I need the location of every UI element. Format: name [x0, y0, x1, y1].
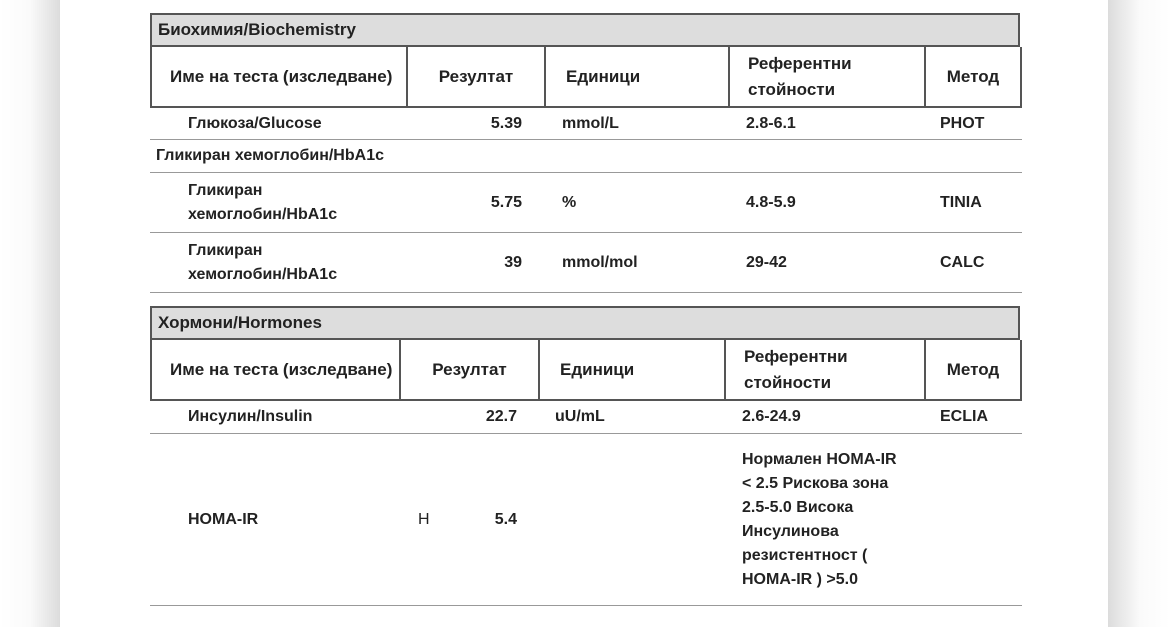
test-reference: Нормален HOMA-IR < 2.5 Рискова зона 2.5-5.0 Висока Инсулинова резистентност ( HOMA-IR ) >5.0: [742, 450, 897, 588]
test-units: %: [562, 193, 577, 211]
header-units: Единици: [540, 340, 726, 399]
header-units: Единици: [546, 47, 730, 106]
header-reference: Референтни стойности: [730, 47, 926, 106]
test-flag: H: [418, 510, 430, 528]
test-units: uU/mL: [555, 408, 605, 425]
header-test-name: Име на теста (изследване): [152, 47, 408, 106]
test-method: CALC: [940, 253, 985, 271]
section-title-biochemistry: Биохимия/Biochemistry: [150, 13, 1020, 47]
test-reference: 2.6-24.9: [742, 408, 801, 425]
header-method: Метод: [946, 359, 1000, 379]
test-name: Глюкоза/Glucose: [188, 114, 322, 132]
test-result: 5.75: [490, 193, 522, 211]
table-row: [150, 173, 1022, 233]
test-units: mmol/mol: [562, 253, 638, 271]
table-row: [150, 401, 1022, 434]
hormones-column-headers: [150, 340, 1022, 401]
test-name: HOMA-IR: [188, 510, 259, 528]
test-name: Инсулин/Insulin: [188, 408, 313, 425]
biochemistry-column-headers: [150, 47, 1022, 108]
header-reference: Референтни стойности: [726, 340, 926, 399]
page-shadow-right: [1108, 0, 1170, 627]
header-test-name: Име на теста (изследване): [152, 340, 401, 399]
test-method: PHOT: [940, 114, 985, 132]
table-row: [150, 108, 1022, 140]
header-result: Резултат: [401, 340, 540, 399]
test-reference: 29-42: [746, 253, 787, 271]
section-title-hormones: Хормони/Hormones: [150, 306, 1020, 340]
page-shadow-left: [0, 0, 60, 627]
table-row: [150, 233, 1022, 293]
test-method: TINIA: [940, 193, 982, 211]
test-result: 5.4: [494, 510, 517, 528]
test-reference: 2.8-6.1: [746, 114, 796, 132]
table-row: [150, 434, 1022, 606]
test-name: Гликиран хемоглобин/HbA1c: [188, 181, 338, 223]
test-method: ECLIA: [940, 408, 988, 425]
group-label-hba1c: Гликиран хемоглобин/HbA1c: [156, 147, 384, 164]
test-result: 22.7: [485, 408, 517, 425]
test-units: mmol/L: [562, 114, 619, 132]
group-row: [150, 140, 1022, 173]
test-result: 39: [504, 253, 522, 271]
test-result: 5.39: [490, 114, 522, 132]
test-reference: 4.8-5.9: [746, 193, 796, 211]
header-result: Резултат: [408, 47, 546, 106]
test-name: Гликиран хемоглобин/HbA1c: [188, 241, 338, 283]
header-method: Метод: [946, 66, 1000, 86]
